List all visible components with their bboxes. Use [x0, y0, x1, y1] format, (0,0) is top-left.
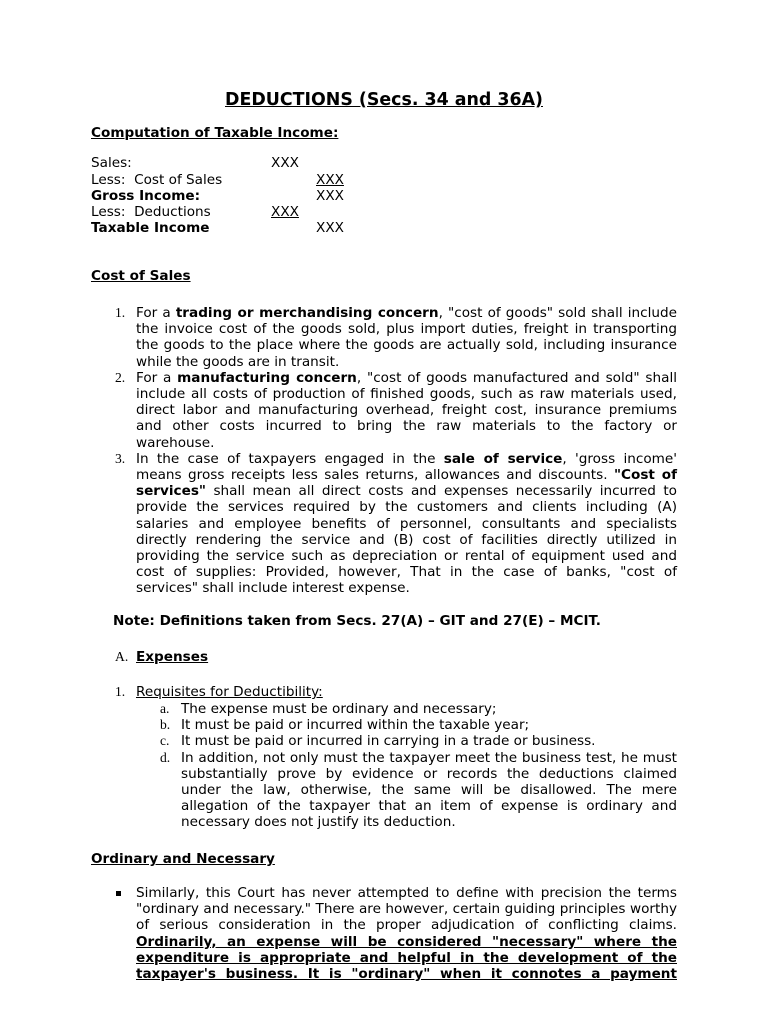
expenses-title: Expenses — [136, 649, 209, 665]
list-marker: b. — [160, 717, 171, 733]
text-run: In the case of taxpayers engaged in the — [136, 450, 444, 467]
list-item-text: It must be paid or incurred within the taxable year; — [181, 717, 530, 734]
square-bullet-icon — [113, 885, 136, 901]
text-run: For a — [136, 305, 176, 321]
row-label: Taxable Income — [91, 220, 210, 236]
computation-row — [0, 172, 768, 188]
computation-heading: Computation of Taxable Income: — [91, 125, 339, 141]
list-item-text — [136, 451, 677, 597]
emphasis-text: Ordinarily, an expense will be considered "necessary" where the expenditure is appropriate and helpful in the development of the taxpayer's business. It is "ordinary" when it connotes a payment — [136, 933, 677, 983]
row-amount: XXX — [316, 188, 344, 204]
bullet-text — [136, 885, 677, 982]
bullet-item — [113, 885, 677, 982]
computation-row — [0, 188, 768, 204]
list-marker: 1. — [115, 684, 126, 699]
emphasis-text: trading or merchandising concern — [175, 305, 439, 321]
list-item-text: The expense must be ordinary and necessary; — [181, 701, 497, 717]
requisites-title: Requisites for Deductibility: — [136, 684, 323, 700]
list-marker: c. — [160, 733, 170, 749]
emphasis-text: manufacturing concern — [177, 369, 357, 386]
cost-of-sales-heading: Cost of Sales — [91, 268, 191, 284]
row-amount: XXX — [316, 172, 344, 188]
list-item — [113, 305, 677, 370]
computation-row — [0, 155, 768, 171]
text-run: For a — [136, 369, 178, 386]
list-marker: d. — [160, 749, 171, 765]
list-item-text: It must be paid or incurred in carrying in a trade or business. — [181, 733, 596, 750]
emphasis-text: "Cost of services" — [136, 467, 677, 500]
list-item-text — [136, 305, 677, 370]
list-item — [158, 701, 677, 717]
row-amount: XXX — [271, 155, 299, 171]
computation-row — [0, 204, 768, 220]
text-run: , "cost of goods manufactured and sold" shall include all costs of production of finished goods, such as raw materials used, direct labor and manufacturing overhead, freight cost, insurance premiums and other costs incurred to bring the raw materials to the factory or warehouse. — [136, 369, 677, 451]
list-item — [158, 750, 677, 831]
definitions-note: Note: Definitions taken from Secs. 27(A) – GIT and 27(E) – MCIT. — [113, 613, 601, 629]
row-amount: XXX — [271, 204, 299, 220]
row-label: Less: Cost of Sales — [91, 172, 223, 188]
text-run: , 'gross income' means gross receipts less sales returns, allowances and discounts. — [136, 450, 677, 484]
list-item — [158, 733, 677, 749]
requisites-heading — [113, 684, 323, 700]
list-item-text: In addition, not only must the taxpayer meet the business test, he must substantially prove by evidence or records the deductions claimed under the law, otherwise, the same will be disallowed. The mere allegation of the taxpayer that an item of expense is ordinary and necessary does not justify its deduction. — [181, 749, 677, 831]
computation-row — [0, 220, 768, 236]
list-item — [113, 370, 677, 451]
section-marker: A. — [115, 649, 129, 664]
row-amount: XXX — [316, 220, 344, 236]
list-marker: 3. — [115, 450, 126, 466]
ordinary-necessary-heading: Ordinary and Necessary — [91, 851, 275, 867]
cost-of-sales-list — [113, 305, 677, 597]
ordinary-necessary-bullets — [113, 885, 677, 982]
text-run: Similarly, this Court has never attempted to define with precision the terms "ordinary and necessary." There are however, certain guiding principles worthy of serious consideration in the proper adjudication of conflicting claims. — [136, 885, 677, 934]
list-item — [158, 717, 677, 733]
list-marker: 2. — [115, 369, 126, 385]
text-run: , "cost of goods" sold shall include the invoice cost of the goods sold, plus import duties, freight in transporting the goods to the place where the goods are actually sold, including insurance while the goods are in transit. — [136, 305, 678, 370]
list-marker: a. — [160, 701, 170, 716]
emphasis-text: sale of service — [443, 450, 563, 467]
expenses-heading — [113, 649, 208, 665]
row-label: Less: Deductions — [91, 204, 211, 220]
row-label: Sales: — [91, 155, 132, 171]
page-title: DEDUCTIONS (Secs. 34 and 36A) — [225, 90, 543, 110]
list-item — [113, 451, 677, 597]
row-label: Gross Income: — [91, 188, 201, 204]
requisites-list — [158, 701, 677, 831]
list-item-text — [136, 370, 677, 451]
text-run: shall mean all direct costs and expenses necessarily incurred to provide the services required by the customers and clients including (A) salaries and employee benefits of personnel, consultants and specialists directly rendering the service and (B) cost of facilities directly utilized in providing the service such as depreciation or rental of equipment used and cost of supplies: Provided, however, That in the case of banks, "cost of services" shall include interest expense. — [136, 483, 677, 597]
list-marker: 1. — [115, 305, 126, 320]
